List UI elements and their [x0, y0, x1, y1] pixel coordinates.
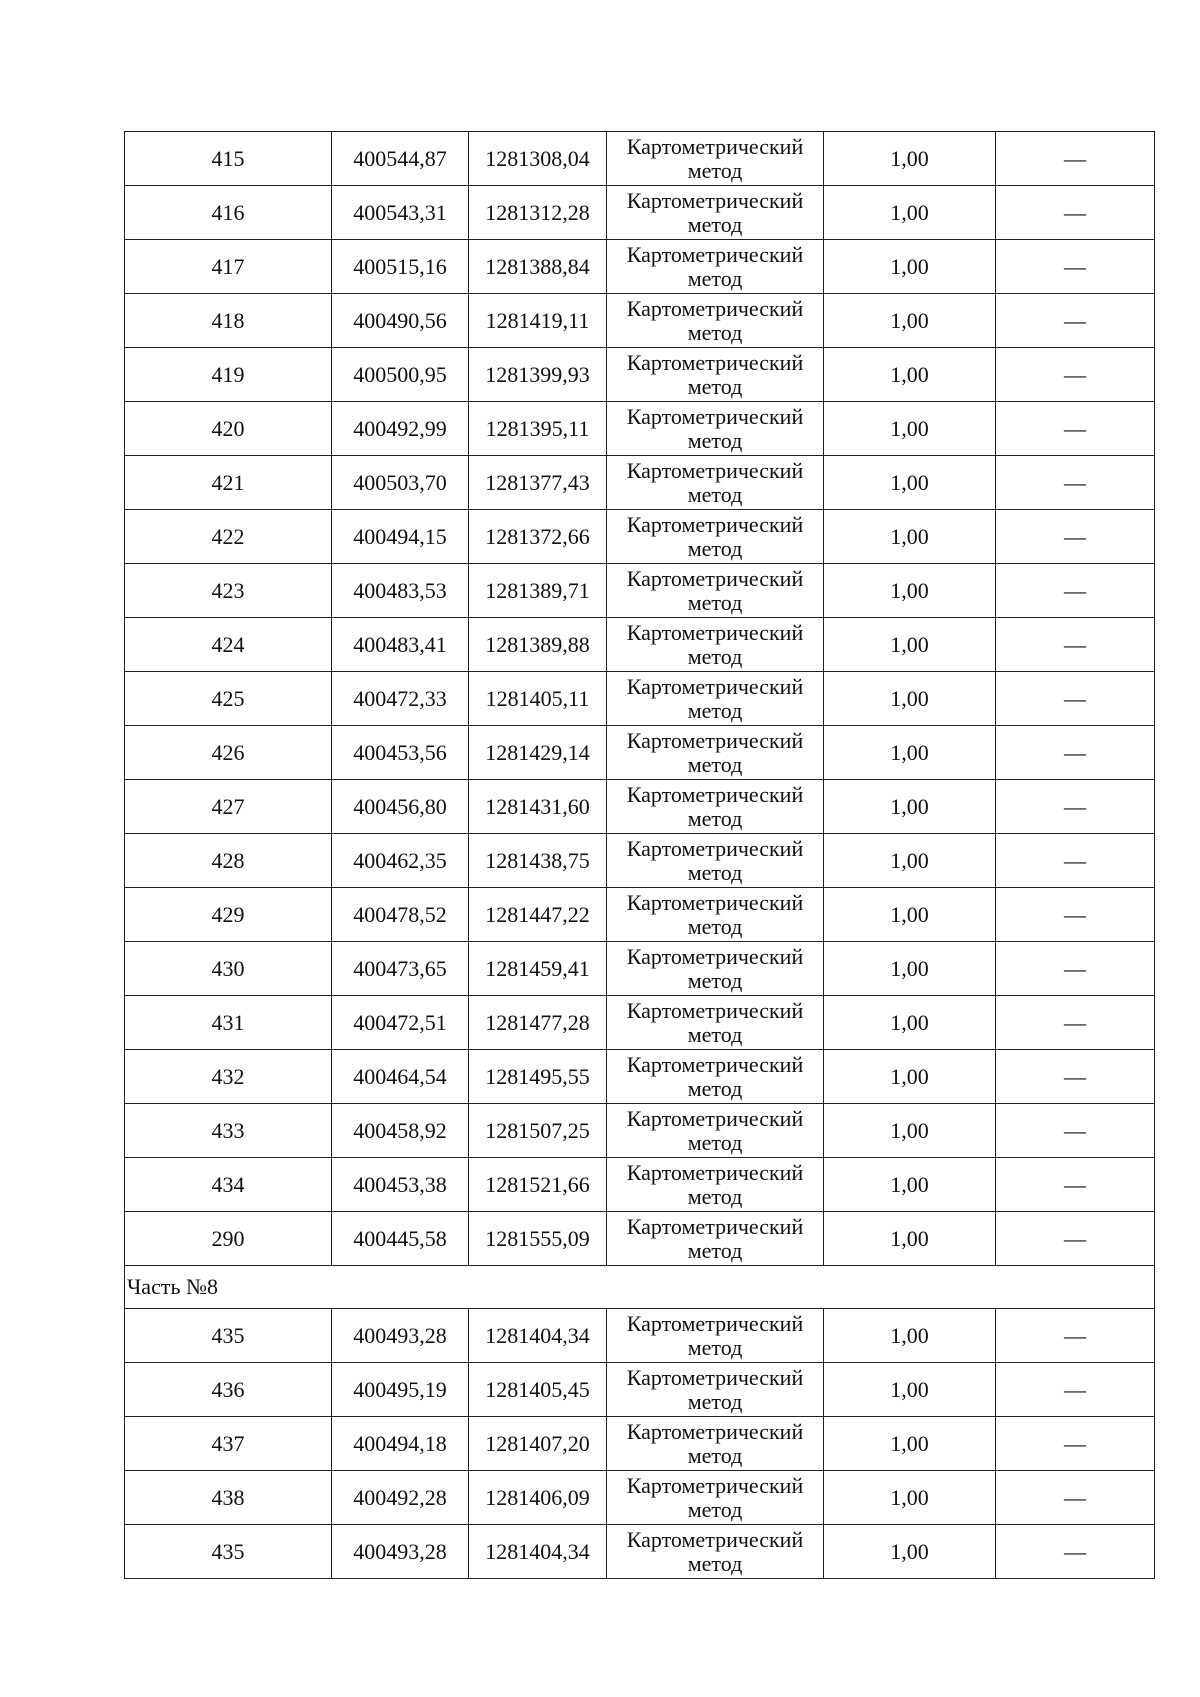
table-row — [125, 888, 1155, 942]
note-cell: — — [996, 942, 1155, 996]
y-coordinate-cell: 1281312,28 — [469, 186, 607, 240]
table-row — [125, 1309, 1155, 1363]
point-number-cell: 434 — [125, 1158, 332, 1212]
table-row — [125, 672, 1155, 726]
method-line-1: Картометрический — [626, 997, 804, 1023]
method-line-1: Картометрический — [626, 457, 804, 483]
accuracy-cell: 1,00 — [824, 1158, 996, 1212]
y-coordinate-cell: 1281389,71 — [469, 564, 607, 618]
y-coordinate-cell: 1281372,66 — [469, 510, 607, 564]
method-line-1: Картометрический — [626, 1526, 804, 1552]
method-cell — [607, 186, 824, 240]
note-cell: — — [996, 510, 1155, 564]
y-coordinate-cell: 1281404,34 — [469, 1309, 607, 1363]
method-line-1: Картометрический — [626, 403, 804, 429]
method-cell — [607, 1104, 824, 1158]
y-coordinate-cell: 1281407,20 — [469, 1417, 607, 1471]
method-line-1: Картометрический — [626, 1105, 804, 1131]
table-row — [125, 186, 1155, 240]
y-coordinate-cell: 1281438,75 — [469, 834, 607, 888]
point-number-cell: 418 — [125, 294, 332, 348]
method-cell — [607, 834, 824, 888]
table-row — [125, 1417, 1155, 1471]
method-line-1: Картометрический — [626, 1418, 804, 1444]
y-coordinate-cell: 1281431,60 — [469, 780, 607, 834]
method-cell — [607, 1417, 824, 1471]
x-coordinate-cell: 400445,58 — [332, 1212, 469, 1266]
table-row — [125, 942, 1155, 996]
point-number-cell: 436 — [125, 1363, 332, 1417]
table-row — [125, 1212, 1155, 1266]
method-cell — [607, 510, 824, 564]
x-coordinate-cell: 400500,95 — [332, 348, 469, 402]
x-coordinate-cell: 400490,56 — [332, 294, 469, 348]
x-coordinate-cell: 400456,80 — [332, 780, 469, 834]
method-line-1: Картометрический — [626, 349, 804, 375]
x-coordinate-cell: 400492,28 — [332, 1471, 469, 1525]
table-row — [125, 456, 1155, 510]
note-cell: — — [996, 1104, 1155, 1158]
accuracy-cell: 1,00 — [824, 1104, 996, 1158]
method-line-1: Картометрический — [626, 1310, 804, 1336]
accuracy-cell: 1,00 — [824, 1363, 996, 1417]
method-line-2: метод — [687, 1388, 743, 1414]
point-number-cell: 430 — [125, 942, 332, 996]
method-line-1: Картометрический — [626, 241, 804, 267]
method-line-1: Картометрический — [626, 1213, 804, 1239]
method-cell — [607, 132, 824, 186]
note-cell: — — [996, 1525, 1155, 1579]
method-cell — [607, 942, 824, 996]
method-cell — [607, 888, 824, 942]
method-line-1: Картометрический — [626, 1159, 804, 1185]
accuracy-cell: 1,00 — [824, 672, 996, 726]
x-coordinate-cell: 400462,35 — [332, 834, 469, 888]
method-line-2: метод — [687, 859, 743, 885]
method-cell — [607, 672, 824, 726]
method-line-1: Картометрический — [626, 295, 804, 321]
y-coordinate-cell: 1281405,45 — [469, 1363, 607, 1417]
accuracy-cell: 1,00 — [824, 996, 996, 1050]
method-line-2: метод — [687, 913, 743, 939]
y-coordinate-cell: 1281395,11 — [469, 402, 607, 456]
note-cell: — — [996, 726, 1155, 780]
method-cell — [607, 456, 824, 510]
point-number-cell: 429 — [125, 888, 332, 942]
x-coordinate-cell: 400458,92 — [332, 1104, 469, 1158]
method-line-1: Картометрический — [626, 1472, 804, 1498]
y-coordinate-cell: 1281521,66 — [469, 1158, 607, 1212]
table-row — [125, 1158, 1155, 1212]
table-row — [125, 1050, 1155, 1104]
accuracy-cell: 1,00 — [824, 618, 996, 672]
table-row — [125, 348, 1155, 402]
method-cell — [607, 726, 824, 780]
x-coordinate-cell: 400492,99 — [332, 402, 469, 456]
table-row — [125, 1104, 1155, 1158]
accuracy-cell: 1,00 — [824, 888, 996, 942]
method-cell — [607, 564, 824, 618]
accuracy-cell: 1,00 — [824, 1525, 996, 1579]
x-coordinate-cell: 400494,18 — [332, 1417, 469, 1471]
method-line-1: Картометрический — [626, 781, 804, 807]
point-number-cell: 437 — [125, 1417, 332, 1471]
table-row — [125, 294, 1155, 348]
method-line-2: метод — [687, 1129, 743, 1155]
method-cell — [607, 1363, 824, 1417]
note-cell: — — [996, 240, 1155, 294]
note-cell: — — [996, 186, 1155, 240]
method-line-2: метод — [687, 697, 743, 723]
method-line-2: метод — [687, 211, 743, 237]
accuracy-cell: 1,00 — [824, 834, 996, 888]
x-coordinate-cell: 400543,31 — [332, 186, 469, 240]
accuracy-cell: 1,00 — [824, 726, 996, 780]
method-line-2: метод — [687, 1496, 743, 1522]
point-number-cell: 421 — [125, 456, 332, 510]
accuracy-cell: 1,00 — [824, 402, 996, 456]
y-coordinate-cell: 1281406,09 — [469, 1471, 607, 1525]
point-number-cell: 420 — [125, 402, 332, 456]
method-line-2: метод — [687, 1237, 743, 1263]
y-coordinate-cell: 1281377,43 — [469, 456, 607, 510]
note-cell: — — [996, 996, 1155, 1050]
accuracy-cell: 1,00 — [824, 1309, 996, 1363]
point-number-cell: 425 — [125, 672, 332, 726]
method-line-2: метод — [687, 589, 743, 615]
point-number-cell: 428 — [125, 834, 332, 888]
accuracy-cell: 1,00 — [824, 510, 996, 564]
x-coordinate-cell: 400478,52 — [332, 888, 469, 942]
method-line-1: Картометрический — [626, 835, 804, 861]
y-coordinate-cell: 1281429,14 — [469, 726, 607, 780]
x-coordinate-cell: 400495,19 — [332, 1363, 469, 1417]
method-line-1: Картометрический — [626, 619, 804, 645]
accuracy-cell: 1,00 — [824, 1417, 996, 1471]
method-cell — [607, 1525, 824, 1579]
accuracy-cell: 1,00 — [824, 942, 996, 996]
method-line-2: метод — [687, 751, 743, 777]
note-cell: — — [996, 294, 1155, 348]
x-coordinate-cell: 400483,53 — [332, 564, 469, 618]
table-row — [125, 1525, 1155, 1579]
note-cell: — — [996, 1212, 1155, 1266]
method-cell — [607, 1309, 824, 1363]
note-cell: — — [996, 456, 1155, 510]
note-cell: — — [996, 618, 1155, 672]
x-coordinate-cell: 400473,65 — [332, 942, 469, 996]
accuracy-cell: 1,00 — [824, 186, 996, 240]
x-coordinate-cell: 400453,56 — [332, 726, 469, 780]
note-cell: — — [996, 1417, 1155, 1471]
x-coordinate-cell: 400493,28 — [332, 1309, 469, 1363]
table-row — [125, 1363, 1155, 1417]
method-line-1: Картометрический — [626, 889, 804, 915]
method-line-1: Картометрический — [626, 565, 804, 591]
point-number-cell: 422 — [125, 510, 332, 564]
method-line-2: метод — [687, 373, 743, 399]
x-coordinate-cell: 400493,28 — [332, 1525, 469, 1579]
method-line-1: Картометрический — [626, 1364, 804, 1390]
table-row — [125, 132, 1155, 186]
note-cell: — — [996, 780, 1155, 834]
method-line-2: метод — [687, 1021, 743, 1047]
x-coordinate-cell: 400544,87 — [332, 132, 469, 186]
y-coordinate-cell: 1281495,55 — [469, 1050, 607, 1104]
note-cell: — — [996, 1363, 1155, 1417]
note-cell: — — [996, 402, 1155, 456]
point-number-cell: 423 — [125, 564, 332, 618]
y-coordinate-cell: 1281555,09 — [469, 1212, 607, 1266]
y-coordinate-cell: 1281405,11 — [469, 672, 607, 726]
method-line-1: Картометрический — [626, 133, 804, 159]
method-cell — [607, 1471, 824, 1525]
method-cell — [607, 780, 824, 834]
accuracy-cell: 1,00 — [824, 456, 996, 510]
method-line-2: метод — [687, 1075, 743, 1101]
method-line-2: метод — [687, 967, 743, 993]
point-number-cell: 432 — [125, 1050, 332, 1104]
x-coordinate-cell: 400515,16 — [332, 240, 469, 294]
point-number-cell: 415 — [125, 132, 332, 186]
point-number-cell: 290 — [125, 1212, 332, 1266]
method-line-2: метод — [687, 319, 743, 345]
accuracy-cell: 1,00 — [824, 1212, 996, 1266]
method-line-2: метод — [687, 643, 743, 669]
y-coordinate-cell: 1281477,28 — [469, 996, 607, 1050]
y-coordinate-cell: 1281404,34 — [469, 1525, 607, 1579]
accuracy-cell: 1,00 — [824, 564, 996, 618]
x-coordinate-cell: 400453,38 — [332, 1158, 469, 1212]
note-cell: — — [996, 1050, 1155, 1104]
point-number-cell: 417 — [125, 240, 332, 294]
table-row — [125, 1471, 1155, 1525]
method-cell — [607, 294, 824, 348]
method-cell — [607, 618, 824, 672]
method-line-1: Картометрический — [626, 943, 804, 969]
method-line-1: Картометрический — [626, 187, 804, 213]
point-number-cell: 416 — [125, 186, 332, 240]
method-line-2: метод — [687, 535, 743, 561]
table-row — [125, 618, 1155, 672]
accuracy-cell: 1,00 — [824, 348, 996, 402]
table-row — [125, 402, 1155, 456]
method-line-2: метод — [687, 265, 743, 291]
y-coordinate-cell: 1281419,11 — [469, 294, 607, 348]
coordinates-table-body — [125, 132, 1155, 1579]
point-number-cell: 435 — [125, 1525, 332, 1579]
method-line-2: метод — [687, 1334, 743, 1360]
method-line-2: метод — [687, 427, 743, 453]
note-cell: — — [996, 1309, 1155, 1363]
method-cell — [607, 240, 824, 294]
table-row — [125, 996, 1155, 1050]
y-coordinate-cell: 1281399,93 — [469, 348, 607, 402]
table-row — [125, 834, 1155, 888]
y-coordinate-cell: 1281507,25 — [469, 1104, 607, 1158]
x-coordinate-cell: 400503,70 — [332, 456, 469, 510]
method-cell — [607, 1158, 824, 1212]
table-row — [125, 240, 1155, 294]
point-number-cell: 433 — [125, 1104, 332, 1158]
note-cell: — — [996, 348, 1155, 402]
accuracy-cell: 1,00 — [824, 1471, 996, 1525]
accuracy-cell: 1,00 — [824, 294, 996, 348]
y-coordinate-cell: 1281388,84 — [469, 240, 607, 294]
method-line-2: метод — [687, 157, 743, 183]
point-number-cell: 435 — [125, 1309, 332, 1363]
section-label: Часть №8 — [125, 1266, 1155, 1309]
x-coordinate-cell: 400472,51 — [332, 996, 469, 1050]
x-coordinate-cell: 400494,15 — [332, 510, 469, 564]
note-cell: — — [996, 1158, 1155, 1212]
method-line-2: метод — [687, 481, 743, 507]
method-cell — [607, 1212, 824, 1266]
note-cell: — — [996, 834, 1155, 888]
y-coordinate-cell: 1281389,88 — [469, 618, 607, 672]
method-line-2: метод — [687, 1442, 743, 1468]
method-line-1: Картометрический — [626, 673, 804, 699]
section-row — [125, 1266, 1155, 1309]
method-cell — [607, 1050, 824, 1104]
method-line-2: метод — [687, 1550, 743, 1576]
point-number-cell: 431 — [125, 996, 332, 1050]
note-cell: — — [996, 1471, 1155, 1525]
accuracy-cell: 1,00 — [824, 240, 996, 294]
note-cell: — — [996, 132, 1155, 186]
method-line-2: метод — [687, 805, 743, 831]
point-number-cell: 426 — [125, 726, 332, 780]
x-coordinate-cell: 400483,41 — [332, 618, 469, 672]
y-coordinate-cell: 1281447,22 — [469, 888, 607, 942]
accuracy-cell: 1,00 — [824, 1050, 996, 1104]
point-number-cell: 419 — [125, 348, 332, 402]
table-row — [125, 564, 1155, 618]
table-row — [125, 780, 1155, 834]
coordinates-table — [124, 131, 1155, 1579]
method-cell — [607, 348, 824, 402]
x-coordinate-cell: 400464,54 — [332, 1050, 469, 1104]
method-line-1: Картометрический — [626, 1051, 804, 1077]
point-number-cell: 438 — [125, 1471, 332, 1525]
method-line-1: Картометрический — [626, 727, 804, 753]
table-row — [125, 510, 1155, 564]
y-coordinate-cell: 1281308,04 — [469, 132, 607, 186]
note-cell: — — [996, 672, 1155, 726]
table-row — [125, 726, 1155, 780]
note-cell: — — [996, 564, 1155, 618]
accuracy-cell: 1,00 — [824, 132, 996, 186]
point-number-cell: 427 — [125, 780, 332, 834]
method-line-2: метод — [687, 1183, 743, 1209]
method-cell — [607, 996, 824, 1050]
method-cell — [607, 402, 824, 456]
method-line-1: Картометрический — [626, 511, 804, 537]
x-coordinate-cell: 400472,33 — [332, 672, 469, 726]
accuracy-cell: 1,00 — [824, 780, 996, 834]
note-cell: — — [996, 888, 1155, 942]
y-coordinate-cell: 1281459,41 — [469, 942, 607, 996]
point-number-cell: 424 — [125, 618, 332, 672]
